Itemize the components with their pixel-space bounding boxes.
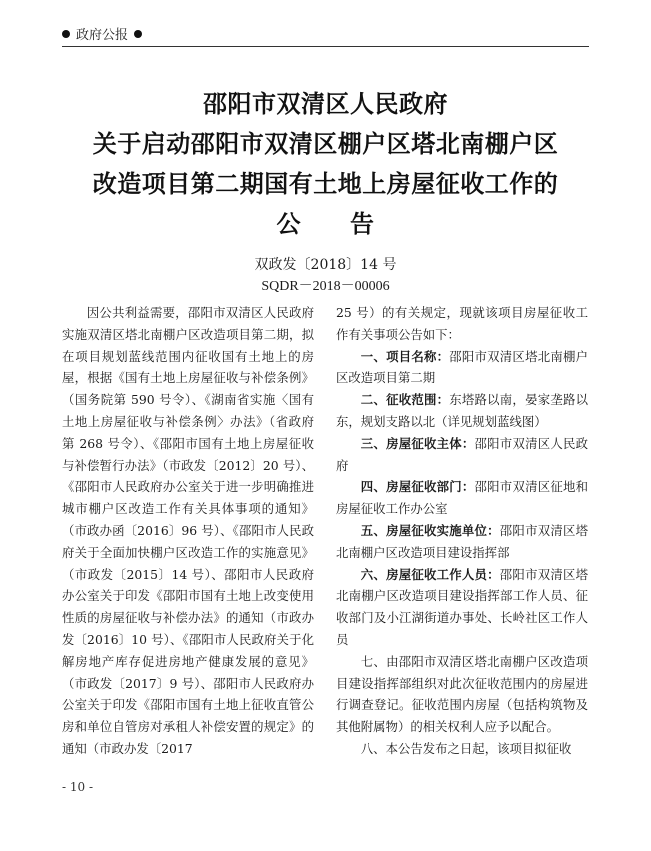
item-1-label: 一、项目名称：	[360, 348, 450, 364]
title-notice: 公 告	[276, 209, 375, 238]
right-column	[336, 302, 588, 772]
header-divider	[62, 46, 589, 47]
item-4	[336, 476, 588, 520]
item-2	[336, 389, 588, 433]
doc-number: 双政发〔2018〕14 号	[254, 257, 397, 273]
item-6-label: 六、房屋征收工作人员：	[360, 566, 500, 582]
item-4-label: 四、房屋征收部门：	[360, 479, 475, 495]
header-label: 政府公报	[76, 28, 129, 43]
item-6-text: 邵阳市双清区塔北南棚户区改造项目建设指挥部工作人员、征收部门及小江湖街道办事处、长岭社区工作人员	[336, 566, 588, 647]
page-number: - 10 -	[62, 780, 94, 794]
item-4-text: 邵阳市双清区征地和房屋征收工作办公室	[336, 479, 588, 517]
title-line-2: 关于启动邵阳市双清区棚户区塔北南棚户区	[92, 129, 559, 158]
sqdr-number: SQDR－2018－00006	[261, 279, 390, 294]
item-7: 七、由邵阳市双清区塔北南棚户区改造项目建设指挥部组织对此次征收范围内的房屋进行调查登记。征收范围内房屋（包括构筑物及其他附属物）的相关权利人应予以配合。	[336, 653, 588, 735]
item-1-text: 邵阳市双清区塔北南棚户区改造项目第二期	[336, 348, 588, 386]
title-line-3: 改造项目第二期国有土地上房屋征收工作的	[92, 169, 559, 198]
header	[62, 24, 142, 43]
paragraph-continued: 25 号）的有关规定，现就该项目房屋征收工作有关事项公告如下：	[336, 305, 588, 342]
item-3-text: 邵阳市双清区人民政府	[336, 435, 588, 473]
item-3-label: 三、房屋征收主体：	[360, 435, 475, 451]
item-8: 八、本公告发布之日起，该项目拟征收	[360, 740, 572, 756]
item-2-label: 二、征收范围：	[360, 392, 450, 408]
bullet-dot-icon	[62, 30, 70, 38]
bullet-dot-icon	[134, 30, 142, 38]
paragraph-intro: 因公共利益需要，邵阳市双清区人民政府实施双清区塔北南棚户区改造项目第二期，拟在项目规划蓝线范围内征收国有土地上的房屋，根据《国有土地上房屋征收与补偿条例》（国务院第 590 号令）、《湖南省实施〈国有土地上房屋征收与补偿条例〉办法》（省政府第 268 号令）、《邵阳市国有土地上房屋征收与补偿暂行办法》（市政发〔2012〕20 号）、《邵阳市人民政府办公室关于进一步明确推进城市棚户区改造工作有关具体事项的通知》（市政办函〔2016〕96 号）、《邵阳市人民政府关于全面加快棚户区改造工作的实施意见》（市政发〔2015〕14 号）、邵阳市人民政府办公室关于印发《邵阳市国有土地上改变使用性质的房屋征收与补偿办法》的通知（市政办发〔2016〕10 号）、《邵阳市人民政府关于化解房地产库存促进房地产健康发展的意见》（市政发〔2017〕9 号）、邵阳市人民政府办公室关于印发《邵阳市国有土地上征收直管公房和单位自管房对承租人补偿安置的规定》的通知（市政办发〔2017	[62, 305, 314, 756]
item-3	[336, 433, 588, 477]
item-5	[336, 520, 588, 564]
item-5-text: 邵阳市双清区塔北南棚户区改造项目建设指挥部	[336, 522, 588, 560]
item-2-text: 东塔路以南，晏家垄路以东，规划支路以北（详见规划蓝线图）	[336, 392, 588, 429]
item-5-label: 五、房屋征收实施单位：	[360, 522, 500, 538]
item-1	[336, 346, 588, 390]
item-6	[336, 564, 588, 651]
body-columns	[62, 302, 588, 772]
title-block	[62, 84, 589, 298]
left-column	[62, 302, 314, 772]
title-line-1: 邵阳市双清区人民政府	[203, 89, 448, 118]
